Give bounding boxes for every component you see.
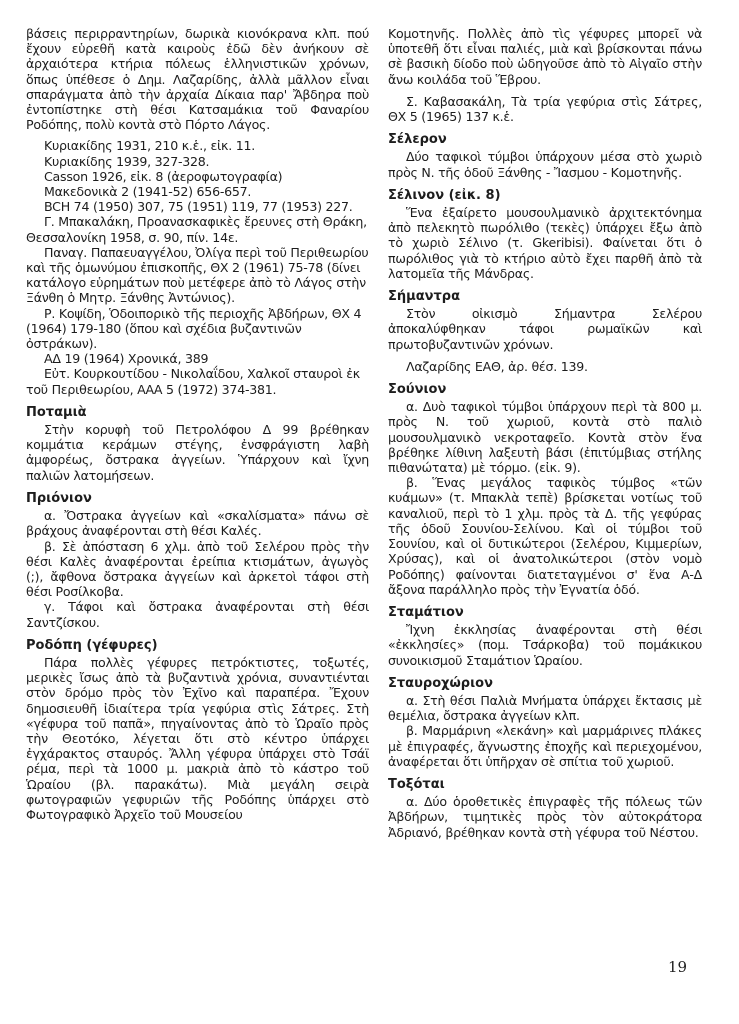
section-text-toxotai: α. Δύο ὁροθετικὲς ἐπιγραφὲς τῆς πόλεως τῶν Ἀβδήρων, τιμητικὲς πρὸς τὸν αὐτοκράτορα Ἀδριανό, βρέθηκαν κοντὰ στὴ γέφυρα τοῦ Νέστου. (388, 794, 702, 840)
section-text-rodopi: Πάρα πολλὲς γέφυρες πετρόκτιστες, τοξωτές, μερικὲς ἴσως ἀπὸ τὰ βυζαντινὰ χρόνια, συναντιένται στὸν δρόμο πρὸς τὸν Ἐχῖνο καὶ παραπέρα. Ἔχουν δημοσιευθῆ ἰδιαίτερα τρία γεφύρια στὶς Σάτρες. Στὴ «γέφυρα τοῦ παπᾶ», πηγαίνοντας ἀπὸ τὸ Ὡραῖο πρὸς τὴν Θεοτόκο, λέγεται ὅτι στὸ κέντρο ὑπάρχει ἐγχάρακτος σταυρός. Ἄλλη γέφυρα ὑπάρχει στὸ Τσάϊ ρέμα, περὶ τὰ 1000 μ. μακριὰ ἀπὸ τὸ κάστρο τοῦ Ὡραίου (βλ. παρακάτω). Μιὰ μεγάλη σειρὰ φωτογραφιῶν γεφυριῶν τῆς Ροδόπης ὑπάρχει στὸ Φωτογραφικὸ Ἀρχεῖο τοῦ Μουσείου (26, 654, 369, 822)
section-heading-stavrochorion: Σταυροχώριον (388, 675, 493, 691)
section-heading-stamation: Σταμάτιον (388, 604, 464, 620)
intro-paragraph: βάσεις περιρραντηρίων, δωρικὰ κιονόκρανα κλπ. πού ἔχουν εὑρεθῆ κατὰ καιροὺς ἐδῶ δὲν ἀνήκουν σὲ ἀρχαιότερα κτήρια πόλεως ἑλληνιστικῶν χρόνων, ὅπως ὑπέθεσε ὁ Δημ. Λαζαρίδης, ἀλλὰ μᾶλλον εἶναι σπαράγματα ἀπὸ τὴν ἀρχαία Δίκαια παρ' Ἄβδηρα ποὺ ἐντοπίστηκε στὴ θέσι Κατσαμάκια τοῦ Φαναρίου Ροδόπης, πολὺ κοντὰ στὸ Πόρτο Λάγος. (26, 26, 369, 133)
right-column (388, 26, 702, 840)
reference-item: Παναγ. Παπαευαγγέλου, Ὀλίγα περὶ τοῦ Περιθεωρίου καὶ τῆς ὁμωνύμου ἐπισκοπῆς, ΘΧ 2 (1961) 75-78 (δίνει κατάλογο εὑρημάτων ποὺ μετέφερε ἀπὸ τὸ Λάγος στὴν Ξάνθη ὁ Μητρ. Ξάνθης Ἀντώνιος). (26, 244, 369, 306)
section-heading-toxotai: Τοξόται (388, 776, 445, 792)
section-heading-rodopi: Ροδόπη (γέφυρες) (26, 637, 158, 653)
section-ref-simantra: Λαζαρίδης ΕΑΘ, ἀρ. θέσ. 139. (406, 358, 588, 374)
section-text-stavrochorion-b: β. Μαρμάρινη «λεκάνη» καὶ μαρμάρινες πλάκες μὲ ἐπιγραφές, ἄγνωστης ἐποχῆς καὶ περιεχομένου, ἀναφέρεται ὅτι ὑπῆρχαν σὲ σπίτια τοῦ χωριοῦ. (388, 723, 702, 769)
section-heading-seleron: Σέλερον (388, 132, 447, 148)
section-text-potamia: Στὴν κορυφὴ τοῦ Πετρολόφου Δ 99 βρέθηκαν κομμάτια κεράμων στέγης, ἐνσφράγιστη λαβὴ ἀμφορέως, ὄστρακα ἀγγείων. Ὑπάρχουν καὶ ἴχνη παλιῶν λατομήσεων. (26, 422, 369, 483)
section-text-prionion-c: γ. Τάφοι καὶ ὄστρακα ἀναφέρονται στὴ θέσι Σαντζίσκου. (26, 599, 369, 630)
section-text-prionion-a: α. Ὄστρακα ἀγγείων καὶ «σκαλίσματα» πάνω σὲ βράχους ἀναφέρονται στὴ θέσι Καλές. (26, 508, 369, 539)
section-text-selinon: Ἕνα ἐξαίρετο μουσουλμανικὸ ἀρχιτεκτόνημα ἀπὸ πελεκητὸ πωρόλιθο (τεκὲς) ὑπάρχει ἔξω ἀπὸ τὸ χωριὸ Σέλινο (τ. Gkeribisi). Φαίνεται ὅτι ὁ πωρόλιθος γιὰ τὸ κτήριο αὐτὸ ἔχει παρθῆ ἀπὸ τὰ λατομεῖα τῆς Μάνδρας. (388, 205, 702, 281)
continued-reference: Σ. Καβασακάλη, Τὰ τρία γεφύρια στὶς Σάτρες, ΘΧ 5 (1965) 137 κ.ἑ. (388, 93, 702, 125)
reference-item: Γ. Μπακαλάκη, Προανασκαφικὲς ἔρευνες στὴ Θράκη, Θεσσαλονίκη 1958, σ. 90, πίν. 14ε. (26, 214, 367, 245)
reference-item: BCH 74 (1950) 307, 75 (1951) 119, 77 (1953) 227. (44, 199, 353, 215)
reference-item: Κυριακίδης 1939, 327-328. (44, 153, 210, 169)
references-list (26, 138, 369, 396)
reference-item: Εὐτ. Κουρκουτίδου - Νικολαΐδου, Χαλκοῖ σταυροὶ ἐκ τοῦ Περιθεωρίου, ΑΑΑ 5 (1972) 374-381. (26, 366, 360, 397)
reference-item: Κυριακίδης 1931, 210 κ.ἑ., εἰκ. 11. (44, 138, 255, 154)
continued-paragraph: Κομοτηνῆς. Πολλὲς ἀπὸ τὶς γέφυρες μπορεῖ νὰ ὑποτεθῆ ὅτι εἶναι παλιές, μιὰ καὶ βρίσκονται πάνω σὲ βασικὴ δίοδο ποὺ ὡδηγοῦσε ἀπὸ τὸ Αἰγαῖο στὴν ἄνω κοιλάδα τοῦ Ἕβρου. (388, 26, 702, 87)
section-heading-prionion: Πριόνιον (26, 490, 92, 506)
section-text-prionion-b: β. Σὲ ἀπόσταση 6 χλμ. ἀπὸ τοῦ Σελέρου πρὸς τὴν θέσι Καλὲς ἀναφέρονται ἐρείπια κτισμάτων, ἀγωγὸς (;), ἄφθονα ὄστρακα ἀγγείων καὶ ἀρκετοὶ τάφοι στὴ θέσι Ροσίλκοβα. (26, 538, 369, 600)
reference-item: Ρ. Κοψίδη, Ὁδοιπορικὸ τῆς περιοχῆς Ἀβδήρων, ΘΧ 4 (1964) 179-180 (ὅπου καὶ σχέδια βυζαντινῶν ὀστράκων). (26, 305, 362, 352)
left-column (26, 26, 369, 822)
section-text-stamation: Ἴχνη ἐκκλησίας ἀναφέρονται στὴ θέσι «ἐκκλησίες» (πομ. Τσάρκοβα) τοῦ πομάκικου συνοικισμοῦ Σταμάτιον Ὡραίου. (388, 622, 702, 668)
section-heading-souvion: Σούνιον (388, 382, 447, 398)
page-number: 19 (668, 958, 688, 976)
section-heading-potamia: Ποταμιὰ (26, 404, 87, 420)
section-text-souvion-b: β. Ἕνας μεγάλος ταφικὸς τύμβος «τῶν κυάμων» (τ. Μπακλὰ τεπὲ) βρίσκεται νοτίως τοῦ καναλιοῦ, περὶ τὸ 1 χλμ. πρὸς τὰ Δ. τῆς γεφύρας τῆς ὁδοῦ Σουνίου-Σελίνου. Καὶ οἱ τύμβοι τοῦ Σουνίου, καὶ οἱ δυτικώτεροι (Σελέρου, Κιμμερίων, Χρύσας), καὶ οἱ ἀνατολικώτεροι (στὸν νομὸ Ροδόπης) φαίνονται διατεταγμένοι σ' ἕνα Α-Δ ἄξονα παράλληλο πρὸς τὴν Ἐγνατία ὁδό. (388, 475, 702, 597)
reference-item: ΑΔ 19 (1964) Χρονικά, 389 (44, 351, 209, 367)
section-heading-simantra: Σήμαντρα (388, 289, 461, 305)
section-text-simantra: Στὸν οἰκισμὸ Σήμαντρα Σελέρου ἀποκαλύφθηκαν τάφοι ρωμαϊκῶν καὶ πρωτοβυζαντινῶν χρόνων. (388, 306, 702, 352)
section-heading-selinon: Σέλινον (εἰκ. 8) (388, 187, 501, 203)
section-text-seleron: Δύο ταφικοὶ τύμβοι ὑπάρχουν μέσα στὸ χωριὸ πρὸς Ν. τῆς ὁδοῦ Ξάνθης - Ἴασμου - Κομοτηνῆς. (388, 149, 702, 180)
section-text-stavrochorion-a: α. Στὴ θέσι Παλιὰ Μνήματα ὑπάρχει ἔκτασις μὲ θεμέλια, ὄστρακα ἀγγείων κλπ. (388, 692, 702, 724)
section-text-souvion-a: α. Δυὸ ταφικοὶ τύμβοι ὑπάρχουν περὶ τὰ 800 μ. πρὸς Ν. τοῦ χωριοῦ, κοντὰ στὸ παλιὸ μουσουλμανικὸ νεκροταφεῖο. Κοντὰ στὸν ἕνα βρέθηκε λίθινη λαξευτὴ βάσι (ἐπιτύμβιας στήλης πιθανώτατα) μὲ τόρμο. (εἰκ. 9). (388, 399, 702, 476)
reference-item: Μακεδονικὰ 2 (1941-52) 656-657. (44, 184, 252, 200)
reference-item: Casson 1926, εἰκ. 8 (ἀεροφωτογραφία) (44, 168, 283, 184)
